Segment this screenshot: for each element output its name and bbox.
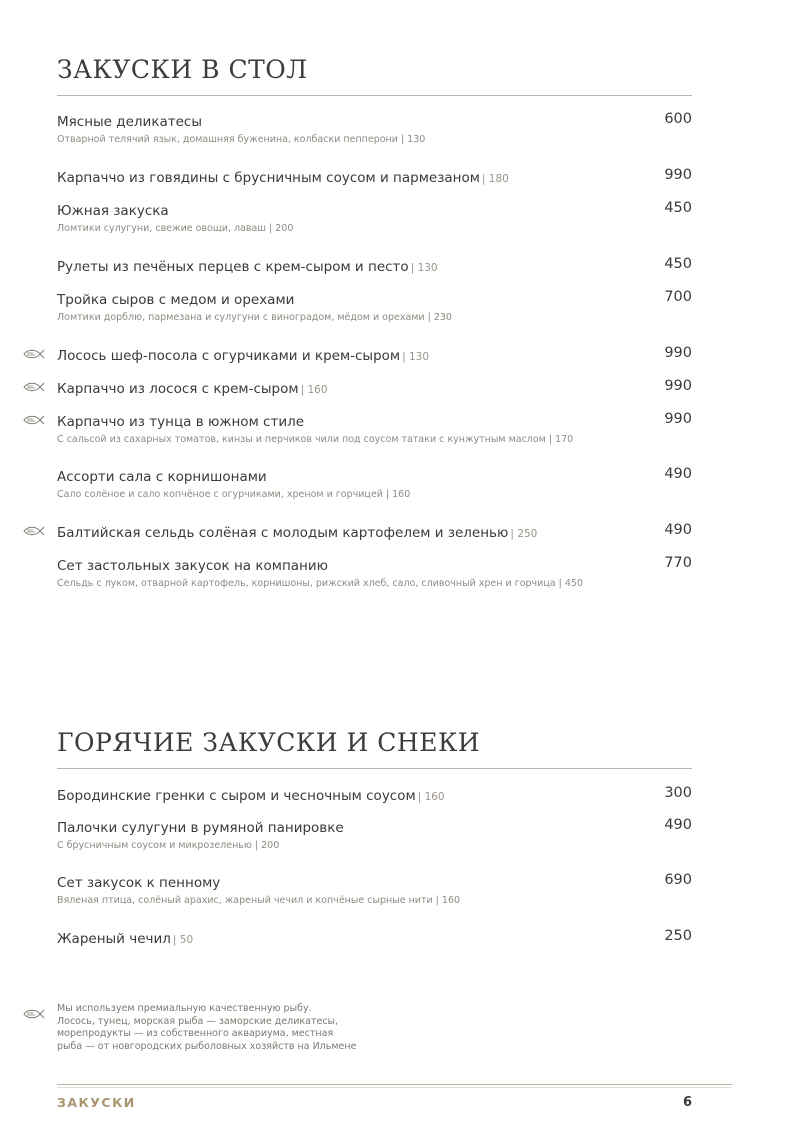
item-description: Сельдь с луком, отварной картофель, корнишоны, рижский хлеб, сало, сливочный хрен и горчица | 450 (57, 578, 583, 589)
fish-note (57, 1003, 387, 1053)
item-description: Ломтики дорблю, пармезана и сулугуни с виноградом, мёдом и орехами | 230 (57, 312, 452, 323)
item-weight: | 250 (510, 528, 538, 540)
fish-icon (23, 381, 45, 393)
menu-item (57, 468, 692, 502)
item-description: С сальсой из сахарных томатов, кинзы и перчиков чили под соусом татаки с кунжутным маслом | 170 (57, 434, 574, 445)
item-price: 990 (664, 411, 692, 427)
item-price: 990 (664, 167, 692, 183)
menu-item (57, 819, 692, 853)
menu-item (57, 258, 692, 277)
menu-item (57, 524, 692, 543)
item-description: С брусничным соусом и микрозеленью | 200 (57, 840, 280, 851)
item-weight: | 130 (410, 262, 438, 274)
item-name: Сет закусок к пенному (57, 875, 221, 891)
menu-item (57, 930, 692, 949)
item-weight: | 160 (417, 791, 445, 803)
item-name: Ассорти сала с корнишонами (57, 469, 267, 485)
item-name: Карпаччо из лосося с крем-сыром (57, 381, 299, 397)
menu-item (57, 874, 692, 908)
item-name: Карпаччо из тунца в южном стиле (57, 414, 305, 430)
item-name: Рулеты из печёных перцев с крем-сыром и песто (57, 259, 409, 275)
item-price: 300 (664, 785, 692, 801)
item-name: Мясные деликатесы (57, 114, 202, 130)
item-price: 770 (664, 555, 692, 571)
item-price: 250 (664, 928, 692, 944)
item-name: Лосось шеф-посола с огурчиками и крем-сыром (57, 348, 401, 364)
menu-item (57, 347, 692, 366)
item-weight: | 130 (402, 351, 430, 363)
menu-item (57, 169, 692, 188)
item-price: 450 (664, 256, 692, 272)
note-line: Мы используем премиальную качественную рыбу. (57, 1003, 312, 1014)
item-weight: | 160 (300, 384, 328, 396)
item-name: Палочки сулугуни в румяной панировке (57, 820, 344, 836)
item-name: Южная закуска (57, 203, 169, 219)
item-price: 700 (664, 289, 692, 305)
footer-divider-secondary (57, 1087, 732, 1088)
section-divider (57, 95, 692, 96)
item-price: 490 (664, 817, 692, 833)
note-line: морепродукты — из собственного аквариума, местная (57, 1028, 334, 1039)
item-description: Вяленая птица, солёный арахис, жареный чечил и копчёные сырные нити | 160 (57, 895, 461, 906)
item-name: Тройка сыров с медом и орехами (57, 292, 295, 308)
section-cold-appetizers (57, 55, 692, 589)
section-title: ГОРЯЧИЕ ЗАКУСКИ И СНЕКИ (57, 728, 481, 757)
item-price: 990 (664, 345, 692, 361)
item-price: 690 (664, 872, 692, 888)
menu-item (57, 557, 692, 591)
item-price: 450 (664, 200, 692, 216)
item-name: Балтийская сельдь солёная с молодым картофелем и зеленью (57, 525, 509, 541)
item-description: Сало солёное и сало копчёное с огурчиками, хреном и горчицей | 160 (57, 489, 411, 500)
fish-icon (23, 414, 45, 426)
fish-icon (23, 1005, 45, 1017)
note-line: рыба — от новгородских рыболовных хозяйств на Ильмене (57, 1040, 357, 1052)
menu-item (57, 380, 692, 399)
menu-item (57, 291, 692, 325)
item-description: Отварной телячий язык, домашняя буженина, колбаски пепперони | 130 (57, 134, 426, 145)
item-weight: | 50 (172, 934, 194, 946)
item-name: Карпаччо из говядины с брусничным соусом и пармезаном (57, 170, 480, 186)
fish-icon (23, 525, 45, 537)
section-hot-appetizers (57, 728, 692, 947)
item-description: Ломтики сулугуни, свежие овощи, лаваш | 200 (57, 223, 294, 234)
fish-icon (23, 348, 45, 360)
footer-divider (57, 1084, 732, 1085)
item-name: Сет застольных закусок на компанию (57, 558, 329, 574)
item-price: 990 (664, 378, 692, 394)
menu-item (57, 413, 692, 447)
item-name: Бородинские гренки с сыром и чесночным соусом (57, 788, 416, 804)
note-line: Лосось, тунец, морская рыба — заморские деликатесы, (57, 1015, 339, 1027)
menu-item (57, 202, 692, 236)
section-title: ЗАКУСКИ В СТОЛ (57, 55, 308, 84)
item-price: 600 (664, 111, 692, 127)
item-weight: | 180 (481, 173, 509, 185)
item-price: 490 (664, 466, 692, 482)
footer-section-label: ЗАКУСКИ (57, 1095, 136, 1110)
menu-item (57, 787, 692, 806)
section-divider (57, 768, 692, 769)
page-number: 6 (683, 1095, 693, 1110)
item-name: Жареный чечил (57, 931, 171, 947)
item-price: 490 (664, 522, 692, 538)
menu-item (57, 113, 692, 147)
